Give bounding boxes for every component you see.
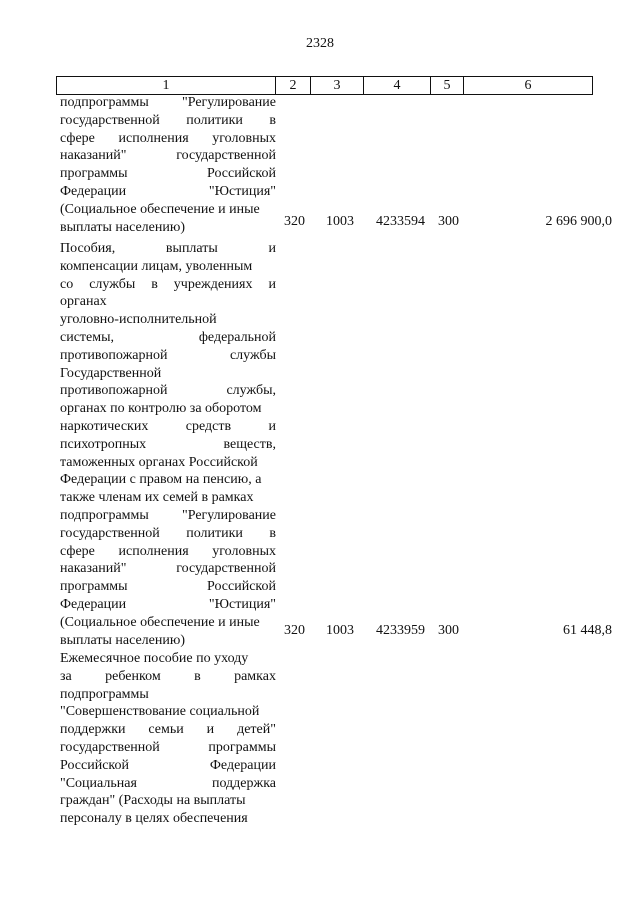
description-word: "Юстиция" xyxy=(208,596,276,612)
description-line xyxy=(60,739,276,757)
description-line xyxy=(60,507,276,525)
column-header-3: 3 xyxy=(311,77,364,95)
description-line xyxy=(60,596,276,614)
column-header-5: 5 xyxy=(431,77,464,95)
description-word: службы xyxy=(229,347,276,363)
description-word: наркотических xyxy=(60,418,149,434)
description-word: подпрограммы xyxy=(60,507,149,523)
description-line xyxy=(60,632,276,650)
description-line xyxy=(60,471,276,489)
description-line xyxy=(60,757,276,775)
description-line xyxy=(60,400,276,418)
description-line xyxy=(60,130,276,148)
description-word: государственной xyxy=(60,739,160,755)
expense-type-code: 300 xyxy=(438,623,459,638)
section-code: 1003 xyxy=(326,214,354,229)
description-line xyxy=(60,382,276,400)
description-word: противопожарной xyxy=(60,383,168,399)
description-word: выплаты населению) xyxy=(60,632,185,648)
description-word: поддержки xyxy=(60,722,126,738)
description-word: органах xyxy=(60,294,107,310)
description-word: программы xyxy=(60,579,128,595)
section-code: 1003 xyxy=(326,623,354,638)
description-word: государственной xyxy=(60,112,160,128)
description-word: средств xyxy=(185,418,232,434)
description-line xyxy=(60,454,276,472)
description-word: таможенных органах Российской xyxy=(60,454,258,470)
description-word: сфере xyxy=(60,543,95,559)
description-line xyxy=(60,240,276,258)
description-word: противопожарной xyxy=(60,347,168,363)
description-word: компенсации лицам, уволенным xyxy=(60,258,253,274)
expense-type-code: 300 xyxy=(438,214,459,229)
description-word: и xyxy=(268,418,276,434)
description-word: "Социальная xyxy=(60,775,137,791)
description-word: в xyxy=(194,668,201,684)
description-word: "Совершенствование социальной xyxy=(60,704,260,720)
description-word: за xyxy=(60,668,72,684)
description-word: государственной xyxy=(176,148,276,164)
description-word: Российской xyxy=(207,579,276,595)
description-word: Федерации с правом на пенсию, а xyxy=(60,472,262,488)
description-word: наказаний" xyxy=(60,148,127,164)
description-word: со xyxy=(60,276,74,292)
description-word: персоналу в целях обеспечения xyxy=(60,811,248,827)
description-word: и xyxy=(268,276,276,292)
description-word: детей" xyxy=(237,722,276,738)
description-word: Пособия, xyxy=(60,241,116,256)
description-word: в xyxy=(151,276,158,292)
description-line xyxy=(60,650,276,668)
description-word: службы, xyxy=(226,383,276,399)
description-word: уголовно-исполнительной xyxy=(60,312,217,328)
description-line xyxy=(60,165,276,183)
description-line xyxy=(60,183,276,201)
description-line xyxy=(60,578,276,596)
description-line xyxy=(60,311,276,329)
description-word: учреждениях xyxy=(173,276,253,292)
description-word: поддержка xyxy=(211,775,276,791)
admin-code: 320 xyxy=(284,623,305,638)
admin-code: 320 xyxy=(284,214,305,229)
description-word: органах по контролю за оборотом xyxy=(60,401,262,417)
description-word: Государственной xyxy=(60,365,162,381)
description-word: граждан" (Расходы на выплаты xyxy=(60,793,246,809)
column-header-table xyxy=(56,76,593,95)
description-word: Федерации xyxy=(60,596,127,612)
description-word: и xyxy=(206,722,215,738)
description-word: Российской xyxy=(207,166,276,182)
description-word: службы xyxy=(89,276,136,292)
description-word: в xyxy=(269,525,276,541)
amount: 2 696 900,0 xyxy=(545,214,612,229)
description-word: Ежемесячное пособие по уходу xyxy=(60,651,249,666)
row-description xyxy=(60,94,276,236)
description-word: ребенком xyxy=(105,668,161,684)
description-word: политики xyxy=(186,525,243,541)
description-word: уголовных xyxy=(212,130,276,146)
description-line xyxy=(60,614,276,632)
description-line xyxy=(60,365,276,383)
description-line xyxy=(60,668,276,686)
description-word: (Социальное обеспечение и иные xyxy=(60,201,260,217)
description-word: выплаты населению) xyxy=(60,219,185,235)
description-word: рамках xyxy=(234,668,276,684)
row-description xyxy=(60,240,276,649)
description-line xyxy=(60,703,276,721)
description-line xyxy=(60,810,276,828)
description-word: подпрограммы xyxy=(60,686,149,702)
row-description xyxy=(60,650,276,828)
description-word: федеральной xyxy=(198,329,276,345)
description-line xyxy=(60,329,276,347)
description-line xyxy=(60,560,276,578)
target-article-code: 4233959 xyxy=(376,623,425,638)
description-line xyxy=(60,112,276,130)
description-line xyxy=(60,201,276,219)
description-line xyxy=(60,276,276,294)
target-article-code: 4233594 xyxy=(376,214,425,229)
description-word: также членам их семей в рамках xyxy=(60,490,254,506)
description-word: государственной xyxy=(176,561,276,577)
description-line xyxy=(60,489,276,507)
description-word: программы xyxy=(208,739,276,755)
description-word: программы xyxy=(60,166,128,182)
column-header-4: 4 xyxy=(364,77,431,95)
description-word: Федерации xyxy=(60,183,127,199)
description-line xyxy=(60,525,276,543)
description-word: (Социальное обеспечение и иные xyxy=(60,614,260,630)
description-word: семьи xyxy=(148,722,184,738)
description-line xyxy=(60,147,276,165)
description-word: "Юстиция" xyxy=(208,183,276,199)
description-word: наказаний" xyxy=(60,561,127,577)
column-header-2: 2 xyxy=(276,77,311,95)
column-header-6: 6 xyxy=(464,77,593,95)
description-word: "Регулирование xyxy=(182,95,276,110)
description-word: в xyxy=(269,112,276,128)
description-line xyxy=(60,258,276,276)
description-word: Российской xyxy=(60,757,129,773)
description-line xyxy=(60,436,276,454)
description-word: сфере xyxy=(60,130,95,146)
description-word: исполнения xyxy=(118,543,189,559)
description-line xyxy=(60,775,276,793)
description-line xyxy=(60,418,276,436)
description-word: веществ, xyxy=(223,436,276,452)
description-word: подпрограммы xyxy=(60,95,149,110)
description-word: уголовных xyxy=(212,543,276,559)
description-word: психотропных xyxy=(60,436,147,452)
description-word: политики xyxy=(186,112,243,128)
column-header-1: 1 xyxy=(57,77,276,95)
description-word: и xyxy=(268,241,276,256)
description-line xyxy=(60,686,276,704)
description-line xyxy=(60,347,276,365)
description-word: исполнения xyxy=(118,130,189,146)
description-line xyxy=(60,543,276,561)
amount: 61 448,8 xyxy=(563,623,612,638)
page-number: 2328 xyxy=(306,36,334,51)
description-word: системы, xyxy=(60,329,115,345)
description-word: выплаты xyxy=(165,241,218,256)
description-line xyxy=(60,792,276,810)
description-word: Федерации xyxy=(209,757,276,773)
description-line xyxy=(60,721,276,739)
description-word: "Регулирование xyxy=(182,507,276,523)
description-line xyxy=(60,94,276,112)
description-line xyxy=(60,293,276,311)
description-line xyxy=(60,219,276,237)
description-word: государственной xyxy=(60,525,160,541)
